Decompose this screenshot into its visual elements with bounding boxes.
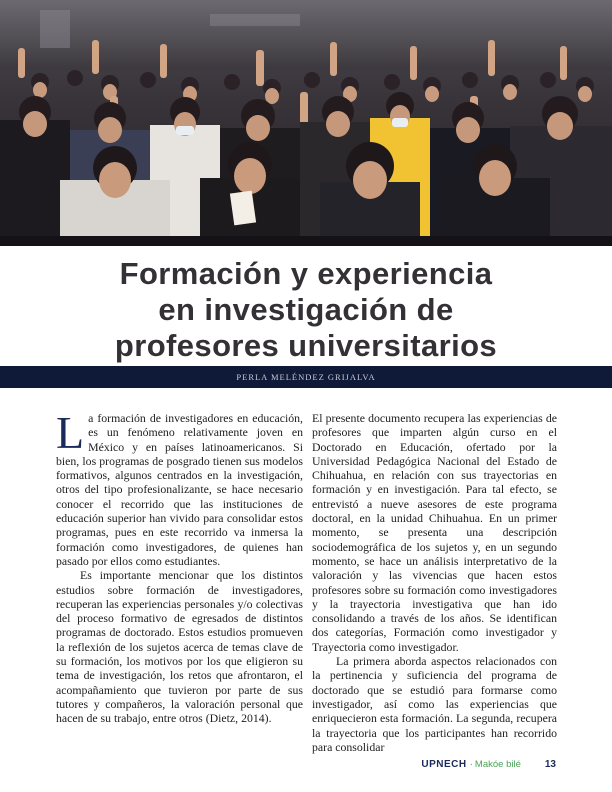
author-name: PERLA MELÉNDEZ GRIJALVA bbox=[236, 372, 376, 382]
paragraph: Es importante mencionar que los distintos estudios sobre formación de investigadores, recuperan las experiencias personales y/o colectivas del proceso formativo de egresados de distintos programas de doctorado. Estos estudios promueven la reflexión de los sujetos acerca de temas clave de su formación, los motivos por los que eligieron su tema de investigación, los retos que afrontaron, el acompañamiento que tuvieron por parte de sus tutores y compañeros, la valoración personal que hacen de su trabajo, entre otros (Dietz, 2014). bbox=[56, 568, 303, 726]
title-line: en investigación de bbox=[158, 292, 454, 327]
paragraph bbox=[56, 407, 303, 568]
header-photo bbox=[0, 0, 612, 246]
page-footer bbox=[421, 758, 556, 772]
paragraph-text: a formación de investigadores en educación, es un fenómeno relativamente joven en México y en países latinoamericanos. Si bien, los programas de posgrado tienen sus modelos formativos, algunos centrados en la investigación, otros del tipo profesionalizante, se hace necesario conocer el recorrido que las instituciones de educación superior han vivido para consolidar estos programas, pues en este recorrido va inmersa la formación como investigadores, de quienes han pasado por ellos como estudiantes. bbox=[56, 411, 303, 568]
text-column-right bbox=[312, 411, 557, 754]
drop-cap: L bbox=[56, 407, 85, 458]
crowd-photo bbox=[0, 0, 612, 246]
author-bar bbox=[0, 366, 612, 388]
magazine-subtitle: Makóe bilé bbox=[474, 759, 521, 770]
brand-separator: · bbox=[469, 759, 473, 770]
title-line: Formación y experiencia bbox=[119, 256, 493, 291]
page-number: 13 bbox=[544, 759, 556, 770]
magazine-brand: UPNECH bbox=[421, 759, 467, 770]
article-title bbox=[0, 256, 612, 364]
title-line: profesores universitarios bbox=[114, 328, 498, 363]
paragraph: La primera aborda aspectos relacionados con la pertinencia y suficiencia del programa de doctorado que se estudió para formarse como investigador, así como las experiencias que enriquecieron esta formación. La segunda, recupera la trayectoria que los participantes han recorrido para consolidar bbox=[312, 654, 557, 754]
text-column-left bbox=[56, 407, 303, 726]
paragraph: El presente documento recupera las experiencias de profesores que imparten algún curso en el Doctorado en Educación, ofertado por la Universidad Pedagógica Nacional del Estado de Chihuahua, en relación con sus trayectorias en formación y en investigación. Para tal efecto, se entrevistó a nueve asesores de este programa doctoral, en la unidad Chihuahua. En un primer momento, se presenta una descripción sociodemográfica de los sujetos y, en un segundo momento, se hace un análisis interpretativo de la valoración y las vivencias que hacen estos profesores sobre su formación como investigadores y la trayectoria investigativa que han ido consolidando a través de los años. Se identifican dos categorías, Formación como investigador y Trayectoria como investigador. bbox=[312, 411, 557, 654]
